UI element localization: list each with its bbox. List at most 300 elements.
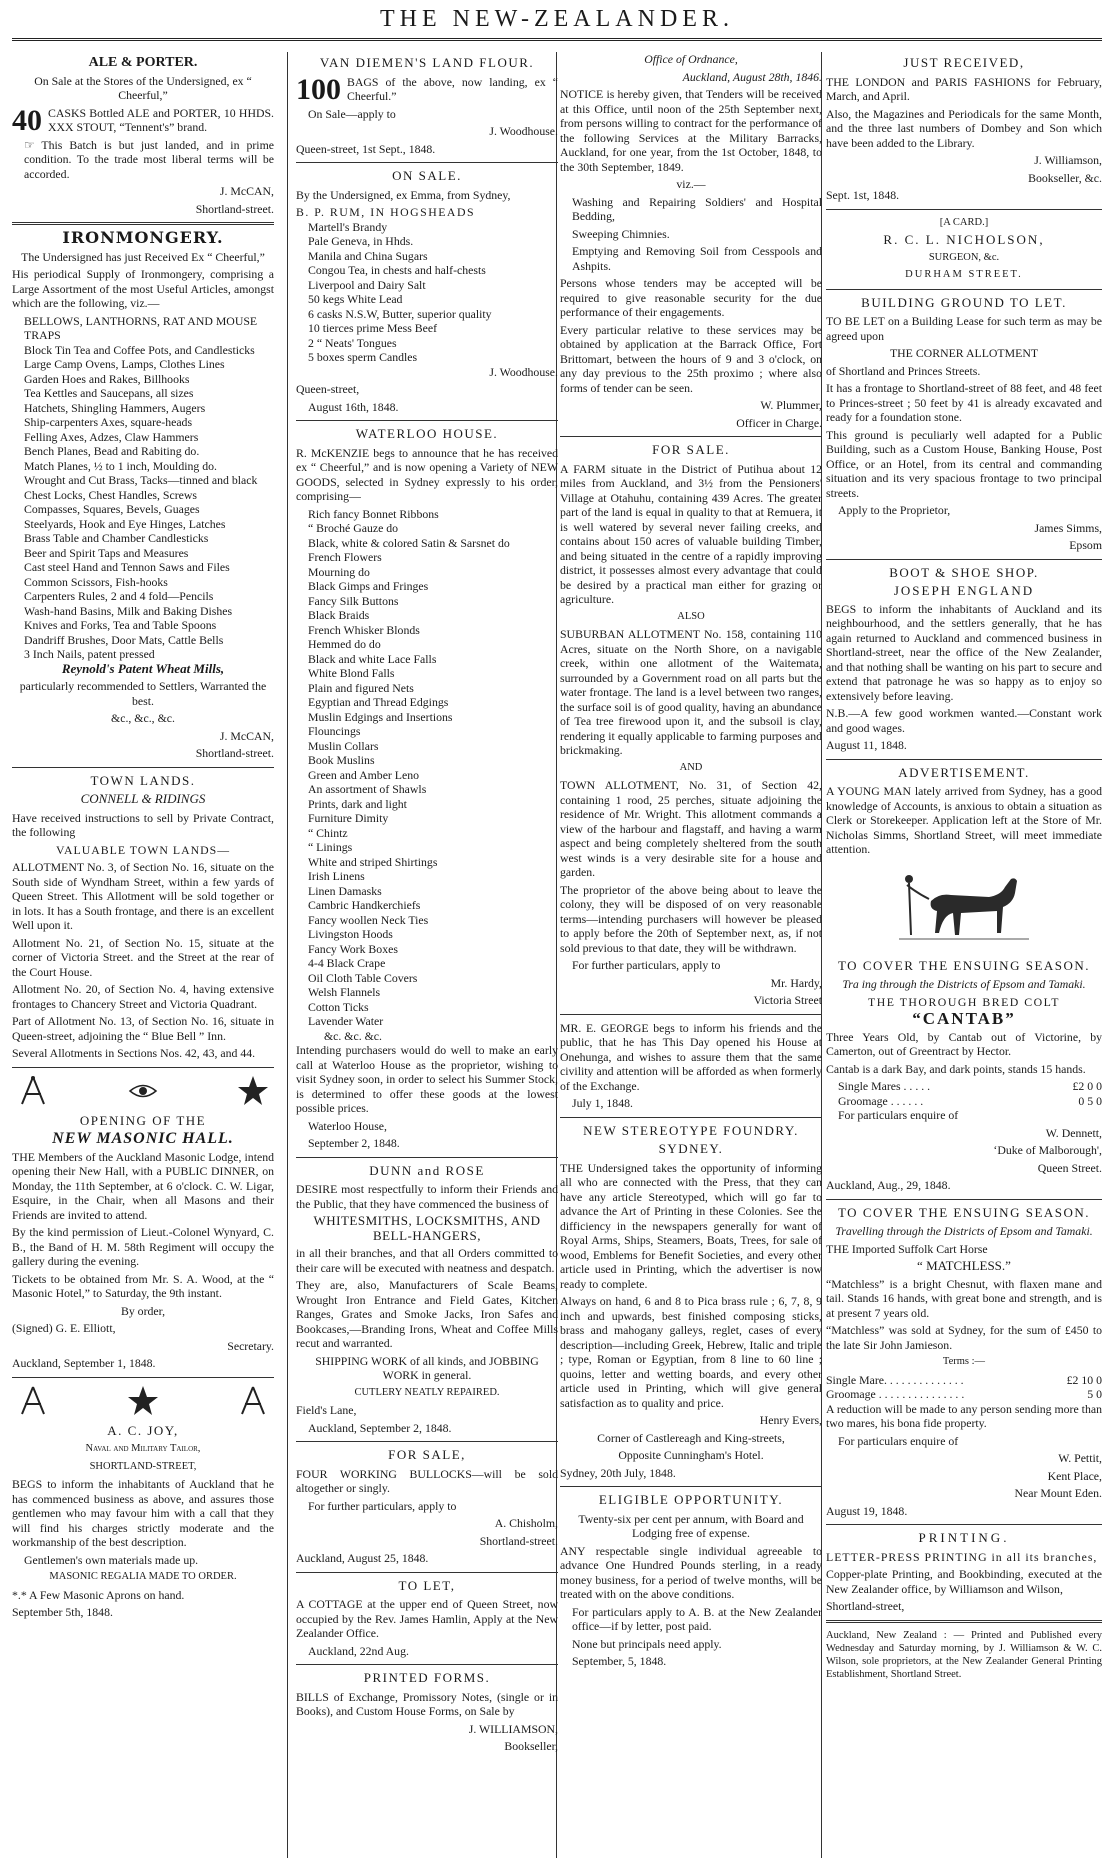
ad-body: MASONIC REGALIA MADE TO ORDER. (49, 1571, 237, 1582)
list-item: &c. &c. &c. (324, 1028, 382, 1043)
masonic-emblem-row (16, 1384, 270, 1418)
list-item: Block Tin Tea and Coffee Pots, and Candlesticks (24, 342, 255, 357)
signature-address: Epsom (1069, 538, 1102, 552)
eye-emblem-icon (126, 1074, 160, 1108)
ad-heading: DUNN and ROSE (369, 1162, 485, 1178)
signature-address: Corner of Castlereagh and King-streets, (597, 1430, 785, 1445)
signature-address: Shortland-street. (195, 201, 274, 216)
horse-name: “ MATCHLESS.” (917, 1258, 1011, 1273)
ad-body: A COTTAGE at the upper end of Queen Street, now occupied by the Rev. James Hamlin, Apply at the New Zealander Office. (296, 1597, 558, 1640)
divider (826, 209, 1102, 210)
ad-subheading: SURGEON, &c. (928, 251, 1000, 263)
ad-body: ALLOTMENT No. 3, of Section No. 16, situate on the South side of Wyndham Street, within a few yards of Queen Street. This Allotment will be sold together or in lots. It has a South frontage, and there is an excellent Well upon it. (12, 860, 274, 932)
list-item: Welsh Flannels (308, 985, 381, 999)
ad-body: “Matchless” was sold at Sydney, for the sum of £450 to the late Sir John Jamieson. (826, 1323, 1102, 1352)
list-item: Egyptian and Thread Edgings (308, 695, 449, 709)
list-item: 10 tierces prime Mess Beef (308, 321, 438, 335)
signature-address: ‘Duke of Malborough', (993, 1143, 1102, 1157)
ad-dunn-rose (296, 1164, 558, 1436)
compass-square-icon (16, 1384, 50, 1418)
firm-name: CONNELL & RIDINGS (80, 791, 206, 806)
ad-body: Allotment No. 20, of Section No. 4, having extensive frontages to Chancery Street and Victoria Quadrant. (12, 982, 274, 1011)
ad-heading: TO COVER THE ENSUING SEASON. (837, 1204, 1091, 1220)
list-item: Wash-hand Basins, Milk and Baking Dishes (24, 603, 233, 618)
ad-body: A reduction will be made to any person sending more than two mares, his bona fide property. (826, 1401, 1102, 1430)
fee-row: Groomage . . . . . . . . . . . . . . . 5 0 (826, 1387, 1102, 1401)
ad-intro: On Sale at the Stores of the Undersigned, ex “ Cheerful,” (34, 73, 252, 102)
terms-label: Terms :— (942, 1356, 986, 1367)
ad-intro: Have received instructions to sell by Private Contract, the following (12, 810, 274, 839)
signature: A. Chisholm, (494, 1516, 558, 1530)
list-item: Lavender Water (308, 1014, 384, 1028)
list-item: 3 Inch Nails, patent pressed (24, 647, 155, 661)
list-item: Muslin Collars (308, 738, 379, 753)
ad-heading: ALE & PORTER. (88, 55, 198, 70)
ad-body: THE Imported Suffolk Cart Horse (826, 1241, 988, 1256)
ad-body: R. McKENZIE begs to announce that he has received ex “ Cheerful,” and is now opening a Variety of NEW GOODS, selected in Sydney expressly to his order, comprising— (296, 445, 558, 503)
signature: J. Woodhouse. (489, 124, 558, 138)
signature: J. Woodhouse. (489, 364, 558, 379)
ad-heading: PRINTED FORMS. (363, 1670, 491, 1685)
ad-body: A FARM situate in the District of Putihua about 12 miles from Auckland, and 3½ from the Pensioners' Village at Otahuhu, containing 439 Acres. The greater part of the land is equal in quality to that at Remuera, it is well watered by several never failing creeks, and contains about 150 acres of valuable building Timber, and being situated in the centre of a rapidly improving district, it possesses almost every advantage that could be desired by a practical man either for grazing or agriculture. (560, 461, 822, 606)
ad-body: For particulars apply to A. B. at the New Zealander office—if by letter, post paid. (572, 1604, 822, 1633)
ad-cantab (826, 959, 1102, 1193)
divider (296, 420, 558, 421)
ad-body: BEGS to inform the inhabitants of Auckland that he has commenced business as above, and assures those gentlemen who may favour him with a call that they will find his charges strictly moderate and the workmanship of the best description. (12, 1477, 274, 1549)
ad-body: THE LONDON and PARIS FASHIONS for February, March, and April. (826, 74, 1102, 103)
list-item: Congou Tea, in chests and half-chests (308, 263, 486, 277)
signature: W. Pettit, (1058, 1451, 1102, 1465)
quantity-numeral: 100 (296, 72, 341, 106)
ad-body: 40 CASKS Bottled ALE and PORTER, 10 HHDS. XXX STOUT, “Tennent's” brand. (12, 103, 274, 137)
ad-body: DESIRE most respectfully to inform their Friends and the Public, that they have commenced the business of (296, 1182, 558, 1211)
ad-date: September, 5, 1848. (572, 1654, 667, 1668)
ad-body: SHIPPING WORK of all kinds, and JOBBING WORK in general. (315, 1353, 539, 1382)
divider (826, 1620, 1102, 1623)
list-item: Bench Planes, Bead and Rabiting do. (24, 444, 200, 458)
list-item: Oil Cloth Table Covers (308, 970, 418, 985)
signature-address: Queen Street. (1037, 1160, 1102, 1175)
signature: J. WILLIAMSON, (468, 1721, 558, 1736)
list-item: Fancy Work Boxes (308, 941, 398, 956)
ad-stereotype-foundry (560, 1124, 822, 1481)
list-item: Black, white & colored Satin & Sarsnet do (308, 535, 510, 550)
ad-note: ☞ This Batch is but just landed, and in prime condition. To the trade most liberal terms will be accorded. (24, 137, 274, 181)
ad-date: Auckland, Aug., 29, 1848. (826, 1178, 951, 1192)
ad-body: MR. E. GEORGE begs to inform his friends and the public, that he has This Day opened his House at Onehunga, and wishes to assure them that the same civility and attention will be afforded as when formerly of the Exchange. (560, 1020, 822, 1093)
ad-body: THE Undersigned takes the opportunity of informing all who are connected with the Press, that they can have any article Stereotyped, which will go far to advance the Art of Printing in these Colonies. See the difficiency in the newspapers generally for want of Royal Arms, Ships, Steamers, Boats, Trees, for sale of wood, Emblems for Benefit Societies, and every other article used in Printing, which the advertiser is now ready to complete. (560, 1160, 822, 1291)
ad-subheading: DURHAM STREET. (905, 269, 1023, 280)
divider (826, 759, 1102, 760)
ad-body: CUTLERY NEATLY REPAIRED. (354, 1386, 500, 1398)
list-item: French Whisker Blonds (308, 622, 420, 637)
list-item: Common Scissors, Fish-hooks (24, 574, 168, 589)
ad-matchless (826, 1206, 1102, 1519)
ad-body: 100 BAGS of the above, now landing, ex “ Cheerful.” (296, 72, 558, 106)
ad-body: Cantab is a dark Bay, and dark points, stands 15 hands. (826, 1061, 1086, 1076)
signature: W. Plummer, (760, 398, 822, 412)
divider (296, 1664, 558, 1665)
list-item: Tea Kettles and Saucepans, all sizes (24, 386, 194, 400)
ad-building-ground (826, 296, 1102, 553)
masonic-emblem-row (16, 1074, 270, 1108)
ad-body: N.B.—A few good workmen wanted.—Constant work and good wages. (826, 706, 1102, 735)
ad-subheading: VALUABLE TOWN LANDS— (55, 842, 231, 857)
list-item: Fancy Silk Buttons (308, 593, 399, 608)
signature-role: Secretary. (227, 1338, 274, 1353)
signature-address: Shortland-street. (479, 1533, 558, 1548)
signature-address: Victoria Street (753, 993, 822, 1007)
ad-heading: ON SALE. (392, 168, 462, 183)
signature-address: Opposite Cunningham's Hotel. (618, 1448, 764, 1462)
etc-line: &c., &c., &c. (111, 711, 175, 725)
list-item: 2 “ Neats' Tongues (308, 335, 397, 350)
ad-body: THE THOROUGH BRED COLT (868, 994, 1060, 1009)
ad-heading: JUST RECEIVED, (903, 55, 1025, 70)
ad-town-lands (12, 774, 274, 1061)
fee-row: Groomage . . . . . . 0 5 0 (838, 1093, 1102, 1108)
ad-george (560, 1021, 822, 1111)
by-order: By order, (120, 1303, 166, 1318)
ad-date: Auckland, September 2, 1848. (308, 1420, 452, 1435)
mills-heading: Reynold's Patent Wheat Mills, (61, 660, 225, 676)
ad-body: For further particulars, apply to (572, 958, 721, 972)
ad-body: Copper-plate Printing, and Bookbinding, executed at the New Zealander office, by Williamson and Wilson, (826, 1567, 1102, 1596)
list-item: 6 casks N.S.W, Butter, superior quality (308, 306, 492, 321)
list-item: An assortment of Shawls (308, 782, 427, 796)
ad-farm-sale (560, 443, 822, 1008)
ad-body: Several Allotments in Sections Nos. 42, 43, and 44. (12, 1046, 256, 1060)
ad-subheading: JOSEPH ENGLAND (893, 583, 1035, 598)
divider (826, 1199, 1102, 1200)
compass-square-icon (236, 1384, 270, 1418)
list-item: BELLOWS, LANTHORNS, RAT AND MOUSE TRAPS (24, 313, 258, 342)
list-item: White Blond Falls (308, 666, 395, 680)
signature-role: Bookseller, &c. (1028, 170, 1102, 185)
divider (12, 1067, 274, 1068)
divider (560, 436, 822, 437)
list-item: Flouncings (308, 724, 361, 738)
ad-heading: A. C. JOY, (107, 1422, 179, 1438)
ad-subheading: Tra ing through the Districts of Epsom and Tamaki. (842, 977, 1086, 991)
list-item: Mourning do (308, 564, 370, 579)
ad-date: Sept. 1st, 1848. (826, 188, 900, 202)
ad-kicker: [A CARD.] (939, 216, 989, 228)
ad-body: TOWN ALLOTMENT, No. 31, of Section 42, containing 1 rood, 25 perches, situate adjoining the residence of Mr. Wright. This allotment commands a view of the harbour and flagstaff, and having a warm aspect and being completely sheltered from the south west winds is a very desirable site for a house and garden. (560, 778, 822, 879)
ad-body: It has a frontage to Shortland-street of 88 feet, and 48 feet to Princes-street ; 50 feet by 41 is already excavated and ready for a foundation stone. (826, 381, 1102, 424)
ad-body: For particulars enquire of (838, 1108, 959, 1122)
office-name: Office of Ordnance, (644, 52, 738, 66)
divider (296, 1157, 558, 1158)
ad-intro: By the Undersigned, ex Emma, from Sydney, (296, 187, 511, 202)
list-item: Compasses, Squares, Bevels, Guages (24, 502, 200, 516)
ad-place: Field's Lane, (296, 1403, 357, 1417)
ad-body: Apply to the Proprietor, (838, 503, 951, 517)
ad-place: Waterloo House, (308, 1118, 387, 1133)
ad-body: viz.— (676, 177, 706, 191)
ad-waterloo-house (296, 427, 558, 1151)
newspaper-title: THE NEW-ZEALANDER. (380, 6, 734, 32)
list-item: Match Planes, ½ to 1 inch, Moulding do. (24, 458, 217, 473)
list-item: Large Camp Ovens, Lamps, Clothes Lines (24, 357, 225, 371)
ad-body: SUBURBAN ALLOTMENT No. 158, containing 110 Acres, situate on the North Shore, on a navigable creek, within one allotment of the Waitemata, surrounded by a Government road on all parts but the water frontage. The land is a level between two ranges, the surface soil is of good quality, having an abundance of Tea tree firewood upon it, and the subsoil is clay, rendering it equally applicable to farming purposes and brickmaking. (560, 627, 822, 757)
list-item: Garden Hoes and Rakes, Billhooks (24, 371, 190, 386)
list-item: Carpenters Rules, 2 and 4 fold—Pencils (24, 589, 214, 603)
masthead (0, 0, 1114, 44)
ad-subheading: SYDNEY. (658, 1141, 724, 1156)
list-item: Book Muslins (308, 753, 375, 767)
ad-body: FOUR WORKING BULLOCKS—will be sold altogether or singly. (296, 1466, 558, 1495)
list-item: Cast steel Hand and Tennon Saws and Files (24, 560, 230, 574)
horse-name: “CANTAB” (912, 1009, 1016, 1028)
list-item: Pale Geneva, in Hhds. (308, 234, 414, 248)
ad-just-received (826, 56, 1102, 203)
ad-masonic-hall (12, 1074, 274, 1371)
ad-heading: FOR SALE, (388, 1447, 466, 1462)
divider (826, 559, 1102, 560)
list-item: Prints, dark and light (308, 796, 407, 811)
list-item: Linen Damasks (308, 883, 382, 898)
list-item: Steelyards, Hook and Eye Hinges, Latches (24, 516, 226, 531)
ad-body: His periodical Supply of Ironmongery, comprising a Large Assortment of the most Useful Articles, amongst which are the following, viz.— (12, 267, 274, 310)
ad-printed-forms (296, 1671, 558, 1754)
item-list (296, 507, 558, 1044)
ad-body: Shortland-street, (826, 1599, 905, 1613)
ad-body: in all their branches, and that all Orders committed to their care will be executed with neatness and despatch. (296, 1246, 558, 1275)
ad-body: Gentlemen's own materials made up. (24, 1552, 199, 1567)
signature: J. McCAN, (219, 184, 274, 198)
ad-date: Queen-street, 1st Sept., 1848. (296, 141, 436, 156)
ad-body: LETTER-PRESS PRINTING in all its branches, (826, 1549, 1098, 1564)
ad-ordnance-notice (560, 52, 822, 430)
ad-body: Persons whose tenders may be accepted will be required to give reasonable security for the due performance of their engagements. (560, 276, 822, 319)
list-item: Washing and Repairing Soldiers' and Hospital Bedding, (572, 194, 822, 223)
signature: J. McCAN, (219, 728, 274, 743)
ad-heading: TO LET, (398, 1577, 456, 1593)
ad-flour (296, 56, 558, 156)
ad-heading: BOOT & SHOE SHOP. (889, 564, 1039, 580)
ad-body: “Matchless” is a bright Chesnut, with flaxen mane and tail. Stands 16 hands, with great bone and strength, and is at present 7 years old. (826, 1276, 1102, 1320)
list-item: Ship-carpenters Axes, square-heads (24, 415, 193, 429)
ad-body: None but principals need apply. (572, 1636, 722, 1651)
list-item: Fancy woollen Neck Ties (308, 912, 429, 927)
ad-date: Queen-street, (296, 382, 360, 396)
divider (826, 289, 1102, 290)
divider (296, 1441, 558, 1442)
column-divider (287, 52, 288, 1858)
signature: (Signed) G. E. Elliott, (12, 1321, 116, 1335)
column-4 (826, 52, 1102, 1858)
signature-address: Kent Place, (1047, 1468, 1102, 1483)
ad-heading: NEW STEREOTYPE FOUNDRY. (583, 1122, 799, 1138)
ad-heading: VAN DIEMEN'S LAND FLOUR. (319, 55, 535, 70)
ad-date: Auckland, August 28th, 1846. (682, 69, 822, 84)
ad-body: ALSO (677, 610, 705, 622)
ad-heading: NEW MASONIC HALL. (52, 1130, 234, 1147)
fee-row: Single Mare. . . . . . . . . . . . . . £2 10 0 (826, 1372, 1102, 1387)
ad-body: Part of Allotment No. 13, of Section No. 16, situate in Queen-street, adjoining the “ Blue Bell ” Inn. (12, 1014, 274, 1043)
ad-subheading: WHITESMITHS, LOCKSMITHS, AND BELL-HANGERS, (313, 1213, 541, 1243)
ad-heading: TOWN LANDS. (90, 772, 196, 788)
ad-body: THE Members of the Auckland Masonic Lodge, intend opening their New Hall, with a PUBLIC DINNER, on Monday, the 11th September, at 6 o'clock. C. W. Ligar, Esquire, in the Chair, when all Masons and their Friends are invited to attend. (12, 1149, 274, 1222)
ad-on-sale (296, 169, 558, 414)
signature-address: Near Mount Eden. (1014, 1486, 1102, 1500)
ad-body: of Shortland and Princes Streets. (826, 363, 981, 378)
divider (560, 1486, 822, 1487)
ad-ale-porter (12, 56, 274, 216)
list-item: Rich fancy Bonnet Ribbons (308, 506, 439, 521)
ad-body: Also, the Magazines and Periodicals for the same Month, and the three last numbers of Dombey and Son which have been added to the Library. (826, 106, 1102, 150)
list-item: “ Linings (308, 840, 353, 854)
ad-eligible-opportunity (560, 1493, 822, 1669)
list-item: Livingston Hoods (308, 927, 393, 941)
ad-body: ANY respectable single individual agreeable to advance One Hundred Pounds sterling, in a ready money business, for a period of twelve months, will be treated with on the above conditions. (560, 1543, 822, 1601)
list-item: “ Chintz (308, 825, 348, 840)
list-item: Wrought and Cut Brass, Tacks—tinned and black (24, 473, 258, 487)
ad-body: Tickets to be obtained from Mr. S. A. Wood, at the “ Masonic Hotel,” to Saturday, the 9th instant. (12, 1271, 274, 1300)
ad-body: For further particulars, apply to (308, 1498, 457, 1513)
fee-row: Single Mares . . . . . £2 0 0 (838, 1079, 1102, 1093)
divider (560, 1117, 822, 1118)
ad-bullocks (296, 1448, 558, 1566)
list-item: Felling Axes, Adzes, Claw Hammers (24, 429, 199, 444)
list-item: Cotton Ticks (308, 999, 369, 1014)
mills-note: particularly recommended to Settlers, Warranted the best. (19, 679, 267, 708)
item-list (296, 205, 558, 365)
divider (12, 1377, 274, 1378)
list-item: Hemmed do do (308, 637, 381, 651)
list-item: 4-4 Black Crape (308, 956, 386, 970)
list-item: Cambric Handkerchiefs (308, 898, 421, 912)
list-item: Brass Table and Chamber Candlesticks (24, 531, 209, 545)
signature: W. Dennett, (1045, 1125, 1102, 1140)
item-list (12, 314, 274, 662)
ad-heading: TO COVER THE ENSUING SEASON. (837, 957, 1091, 973)
horse-illustration-icon (889, 863, 1039, 953)
list-item: White and striped Shirtings (308, 854, 438, 869)
ad-body: Intending purchasers would do well to make an early call at Waterloo House as the proprietor, wishing to visit Sydney soon, in order to select his Summer Stock, is determined to offer these goods at the lowest possible prices. (296, 1043, 558, 1115)
list-item: “ Broché Gauze do (308, 521, 399, 535)
ad-date: September 5th, 1848. (12, 1605, 113, 1619)
ad-printing (826, 1531, 1102, 1614)
ad-heading: BUILDING GROUND TO LET. (861, 294, 1067, 310)
signature: Henry Evers, (759, 1413, 822, 1427)
ad-date: August 16th, 1848. (308, 399, 399, 414)
masthead-rule (12, 38, 1102, 41)
divider (560, 1014, 822, 1015)
pointing-hand-icon: ☞ (24, 137, 42, 152)
ad-body: TO BE LET on a Building Lease for such term as may be agreed upon (826, 314, 1102, 343)
ad-subheading: THE CORNER ALLOTMENT (889, 346, 1039, 360)
ad-body: They are, also, Manufacturers of Scale Beams, Wrought Iron Entrance and Field Gates, Kitchen Ranges, Grates and Smoke Jacks, Iron Safes and Bookcases,—Branding Irons, Wheat and Coffee Mills recut and warranted. (296, 1278, 558, 1350)
list-item: Black Gimps and Fringes (308, 579, 429, 593)
ad-body: The proprietor of the above being about to leave the colony, they will be disposed of on very reasonable terms—intending purchasers will however be pleased to apply before the 20th of September next, as, if not sold previous to that date, they will be withdrawn. (560, 882, 822, 955)
ad-heading: ELIGIBLE OPPORTUNITY. (598, 1492, 784, 1507)
imprint-text: Auckland, New Zealand : — Printed and Published every Wednesday and Saturday morning, by J. Williamson & W. C. Wilson, sole proprietors, at the New Zealander General Printing Establishment, Shortland Street. (826, 1629, 1102, 1680)
ad-subheading: SHORTLAND-STREET, (89, 1460, 197, 1472)
signature: Mr. Hardy, (770, 975, 822, 990)
list-item: Plain and figured Nets (308, 680, 414, 695)
ad-date: Auckland, 22nd Aug. (308, 1643, 409, 1658)
ad-body: Three Years Old, by Cantab out of Victorine, by Camerton, out of Greentract by Hector. (826, 1029, 1102, 1058)
signature: J. Williamson, (1034, 153, 1102, 167)
ad-boot-shoe (826, 566, 1102, 753)
ad-to-let (296, 1579, 558, 1659)
list-item: 50 kegs White Lead (308, 292, 403, 306)
list-item: Hatchets, Shingling Hammers, Augers (24, 400, 206, 415)
ad-heading: ADVERTISEMENT. (898, 764, 1030, 780)
ad-body: AND (679, 761, 703, 773)
list-item: Manila and China Sugars (308, 248, 428, 263)
ad-body: Every particular relative to these services may be obtained by application at the Barrack Office, Fort Brittomart, between the hours of 9 and 3 o'clock, on any day previous to the 25th proximo ; where also forms of tender can be seen. (560, 322, 822, 395)
ad-date: Auckland, September 1, 1848. (12, 1356, 156, 1370)
signature-role: Bookseller, (504, 1739, 558, 1753)
column-2 (296, 52, 558, 1858)
list-item: Liverpool and Dairy Salt (308, 277, 426, 292)
signature-address: Shortland-street. (195, 746, 274, 760)
list-item: Black and white Lace Falls (308, 651, 437, 666)
imprint (826, 1629, 1102, 1681)
ad-date: August 11, 1848. (826, 738, 907, 752)
ad-date: Sydney, 20th July, 1848. (560, 1465, 676, 1480)
ad-date: September 2, 1848. (308, 1136, 400, 1150)
list-item: Dandriff Brushes, Door Mats, Cattle Bells (24, 632, 224, 647)
list-item: B. P. RUM, IN HOGSHEADS (296, 205, 476, 219)
ad-subheading: Naval and Military Tailor, (85, 1443, 201, 1454)
list-item: Emptying and Removing Soil from Cesspools and Ashpits. (572, 244, 822, 273)
divider (296, 162, 558, 163)
column-1 (12, 52, 274, 1858)
ad-body: By the kind permission of Lieut.-Colonel Wynyard, C. B., the Band of H. M. 58th Regiment will occupy the gallery during the evening. (12, 1225, 274, 1268)
column-3 (560, 52, 822, 1858)
star-emblem-icon (236, 1074, 270, 1108)
list-item: Muslin Edgings and Insertions (308, 709, 453, 724)
list-item: Sweeping Chimnies. (572, 226, 670, 241)
ad-heading: WATERLOO HOUSE. (355, 426, 499, 441)
ad-ironmongery (12, 228, 274, 761)
list-item: Furniture Dimity (308, 811, 389, 825)
divider (12, 767, 274, 768)
list-item: Irish Linens (308, 869, 365, 883)
list-item: Chest Locks, Chest Handles, Screws (24, 487, 197, 502)
ad-date: July 1, 1848. (572, 1096, 633, 1110)
ad-subheading: Twenty-six per cent per annum, with Board and Lodging free of expense. (578, 1511, 804, 1540)
ad-heading: FOR SALE. (652, 442, 730, 457)
list-item: 5 boxes sperm Candles (308, 350, 418, 364)
quantity-numeral: 40 (12, 103, 42, 137)
signature-role: Officer in Charge. (736, 415, 822, 430)
ad-body: Always on hand, 6 and 8 to Pica brass rule ; 6, 7, 8, 9 inch and upwards, best finished composing sticks, brass and mahogany galleys, reglet, cases of every description—including Greek, Hebrew, Italic and triple ; type, Roman or Egyptian, from 8 line to 60 line ; quoins, letter and wetting boards, and every other article used in Printing, which will give general satisfaction as to quality and price. (560, 1294, 822, 1410)
list-item: French Flowers (308, 550, 382, 564)
list-item: Beer and Spirit Taps and Measures (24, 545, 189, 560)
ad-advertisement (826, 766, 1102, 857)
ad-heading: R. C. L. NICHOLSON, (883, 232, 1045, 247)
star-emblem-icon (126, 1384, 160, 1418)
ad-body: This ground is peculiarly well adapted for a Public Building, such as a Custom House, Banking House, Post Office, or an Hotel, from its central and commanding situation and its very spacious frontage to two principal streets. (826, 427, 1102, 500)
ad-joy-tailor (12, 1384, 274, 1620)
ad-subheading: Travelling through the Districts of Epsom and Tamaki. (835, 1224, 1093, 1238)
ad-body: *.* A Few Masonic Aprons on hand. (12, 1587, 185, 1602)
ad-date: Auckland, August 25, 1848. (296, 1551, 429, 1565)
ad-heading: PRINTING. (918, 1530, 1010, 1545)
ad-body: A YOUNG MAN lately arrived from Sydney, has a good knowledge of Accounts, is anxious to obtain a situation as Clerk or Storekeeper. Application left at the Store of Mr. Nicholas Simms, Shortland Street, will meet immediate attention. (826, 784, 1102, 856)
list-item: Black Braids (308, 608, 370, 622)
ad-body: NOTICE is hereby given, that Tenders will be received at this Office, until noon of the 25th September next, from persons willing to contract for the performance of the following Services at the Military Barracks, Auckland, for one year, from the 1st October, 1848, to the 30th September, 1849. (560, 87, 822, 174)
list-item: Green and Amber Leno (308, 767, 420, 782)
ad-intro: The Undersigned has just Received Ex “ Cheerful,” (21, 249, 265, 264)
compass-square-icon (16, 1074, 50, 1108)
ad-date: August 19, 1848. (826, 1503, 908, 1518)
